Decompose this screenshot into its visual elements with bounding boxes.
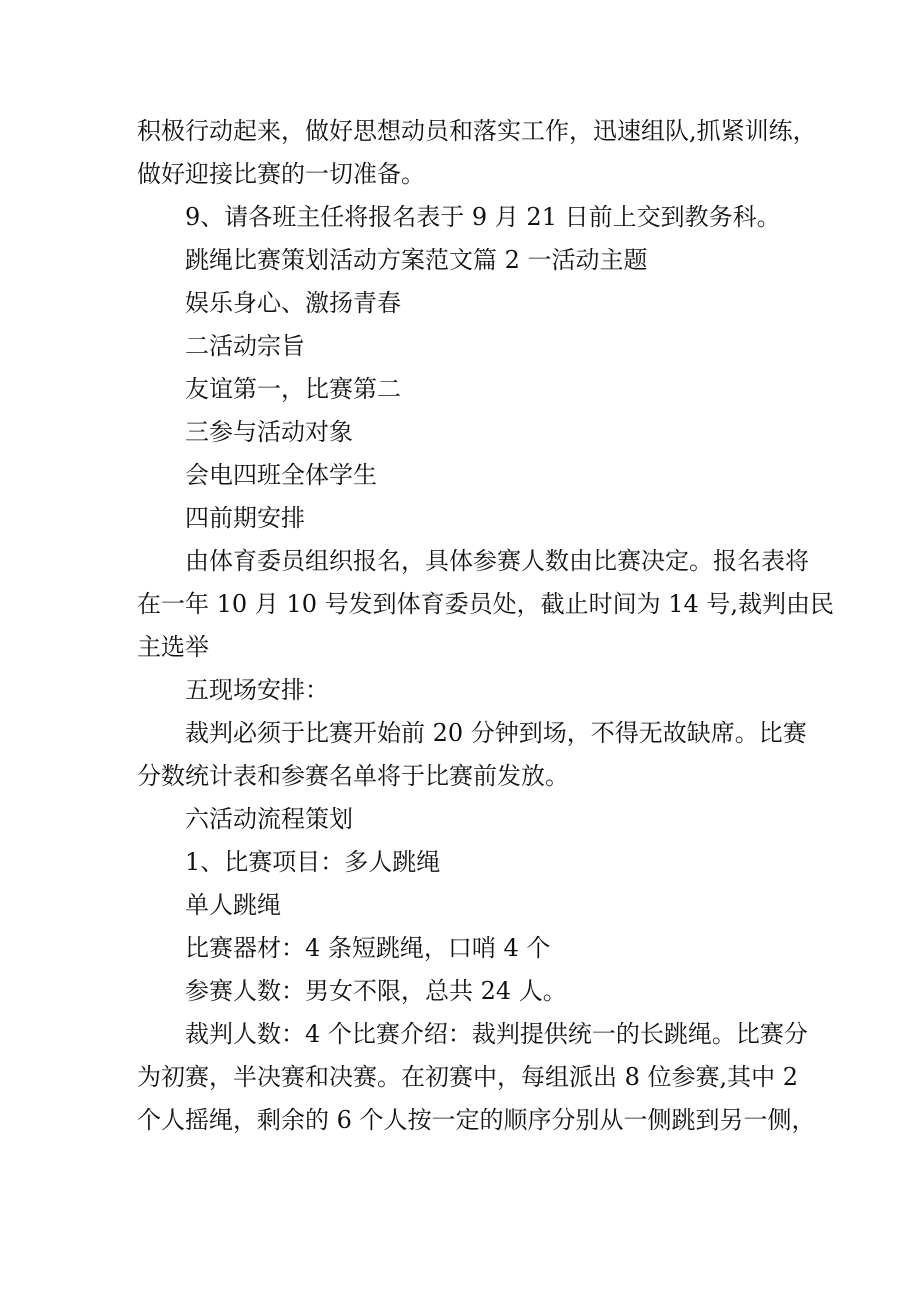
- paragraph: [137, 669, 801, 712]
- paragraph: [137, 411, 801, 454]
- text-line: 三参与活动对象: [185, 418, 353, 446]
- text-line: 参赛人数：男女不限，总共 24 人。: [185, 977, 567, 1005]
- text-line: 9、请各班主任将报名表于 9 月 21 日前上交到教务科。: [185, 203, 781, 231]
- paragraph: [137, 282, 801, 325]
- paragraph: [137, 368, 801, 411]
- text-line: 裁判必须于比赛开始前 20 分钟到场，不得无故缺席。比赛: [185, 719, 807, 747]
- paragraph: [137, 239, 801, 282]
- paragraph: [137, 454, 801, 497]
- text-line: 会电四班全体学生: [185, 461, 377, 489]
- text-line: 主选举: [137, 633, 209, 661]
- text-line: 为初赛，半决赛和决赛。在初赛中，每组派出 8 位参赛,其中 2: [137, 1063, 799, 1091]
- text-line: 在一年 10 月 10 号发到体育委员处，截止时间为 14 号,裁判由民: [137, 590, 835, 618]
- text-line: 四前期安排: [185, 504, 305, 532]
- paragraph: [137, 884, 801, 927]
- text-line: 二活动宗旨: [185, 332, 305, 360]
- paragraph: [137, 1013, 816, 1142]
- paragraph: [137, 841, 801, 884]
- paragraph: [137, 970, 801, 1013]
- paragraph: [137, 927, 801, 970]
- text-line: 娱乐身心、激扬青春: [185, 289, 401, 317]
- text-line: 五现场安排：: [185, 676, 329, 704]
- text-line: 裁判人数：4 个比赛介绍：裁判提供统一的长跳绳。比赛分: [185, 1020, 808, 1048]
- paragraph: [137, 712, 807, 798]
- text-line: 积极行动起来，做好思想动员和落实工作，迅速组队,抓紧训练，: [137, 117, 817, 145]
- paragraph: [137, 798, 801, 841]
- paragraph: [137, 110, 817, 196]
- text-line: 友谊第一，比赛第二: [185, 375, 401, 403]
- text-line: 单人跳绳: [185, 891, 281, 919]
- text-line: 1、比赛项目：多人跳绳: [185, 848, 441, 876]
- paragraph: [137, 196, 801, 239]
- text-line: 跳绳比赛策划活动方案范文篇 2 一活动主题: [185, 246, 648, 274]
- paragraph: [137, 325, 801, 368]
- text-line: 六活动流程策划: [185, 805, 353, 833]
- text-line: 做好迎接比赛的一切准备。: [137, 160, 425, 188]
- paragraph: [137, 540, 835, 669]
- document-body: [137, 110, 835, 1142]
- text-line: 分数统计表和参赛名单将于比赛前发放。: [137, 762, 569, 790]
- text-line: 个人摇绳，剩余的 6 个人按一定的顺序分别从一侧跳到另一侧，: [137, 1106, 816, 1134]
- paragraph: [137, 497, 801, 540]
- text-line: 比赛器材：4 条短跳绳，口哨 4 个: [185, 934, 551, 962]
- text-line: 由体育委员组织报名，具体参赛人数由比赛决定。报名表将: [185, 547, 809, 575]
